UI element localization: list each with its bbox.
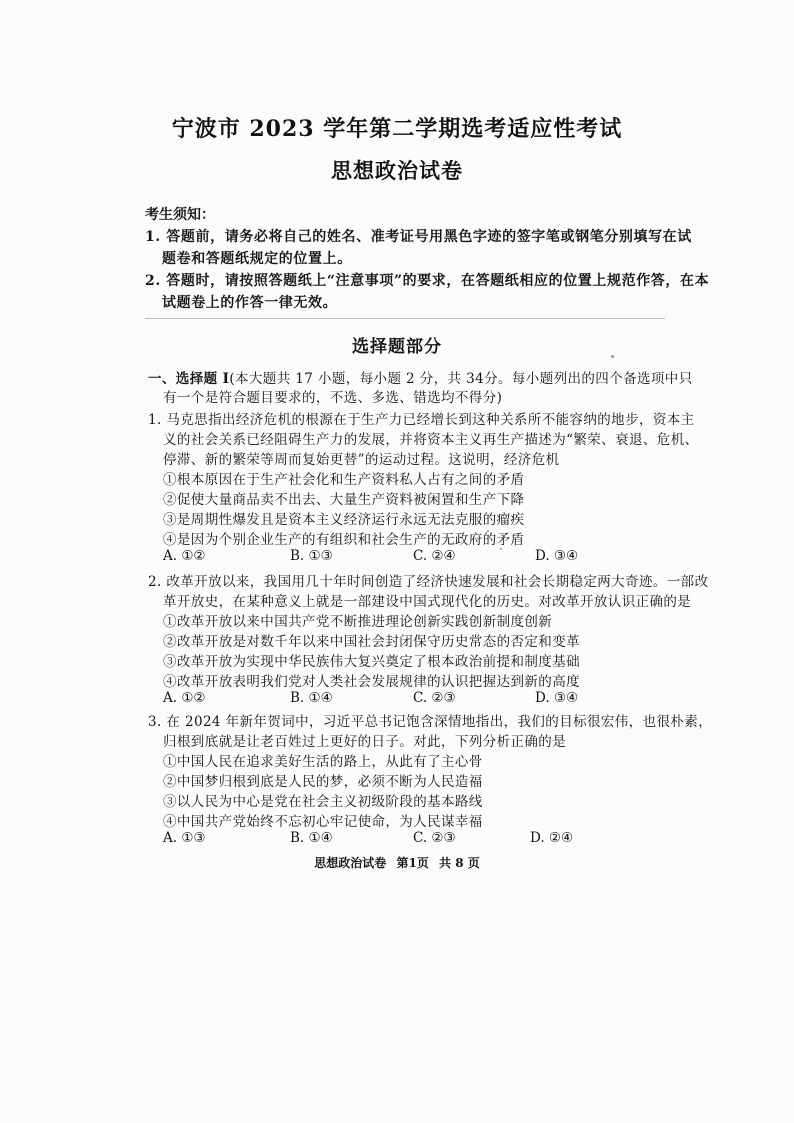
- q3-option-c: C. ②③: [413, 830, 456, 846]
- q3-stem-line-1: 3. 在 2024 年新年贺词中，习近平总书记饱含深情地指出，我们的目标很宏伟，也很朴素，: [148, 714, 713, 730]
- q3-statement-3: ③以人民为中心是党在社会主义初级阶段的基本路线: [163, 794, 483, 810]
- q2-statement-3: ③改革开放为实现中华民族伟大复兴奠定了根本政治前提和制度基础: [163, 654, 580, 670]
- exam-subtitle: 思想政治试卷: [331, 158, 463, 183]
- scan-speck: [500, 548, 502, 550]
- notice-divider: [145, 318, 665, 319]
- q2-stem-line-1: 2. 改革开放以来，我国用几十年时间创造了经济快速发展和社会长期稳定两大奇迹。一部改: [148, 574, 709, 590]
- part-label: 一、选择题 Ⅰ: [148, 371, 230, 387]
- notice-item-2-line-2: 试题卷上的作答一律无效。: [162, 295, 338, 311]
- q3-option-b: B. ①④: [290, 830, 333, 846]
- page-footer: [0, 854, 794, 871]
- exam-title: 宁波市 2023 学年第二学期选考适应性考试: [171, 116, 623, 142]
- q3-statement-2: ②中国梦归根到底是人民的梦，必须不断为人民造福: [163, 774, 483, 790]
- scan-speck: [611, 355, 614, 358]
- q1-statement-2: ②促使大量商品卖不出去、大量生产资料被闲置和生产下降: [163, 492, 525, 508]
- footer-subject: 思想政治试卷: [314, 856, 387, 870]
- q3-statement-4: ④中国共产党始终不忘初心牢记使命，为人民谋幸福: [163, 814, 483, 830]
- q3-option-d: D. ②④: [530, 830, 574, 846]
- q2-statement-1: ①改革开放以来中国共产党不断推进理论创新实践创新制度创新: [163, 614, 553, 630]
- q1-statement-4: ④是因为个别企业生产的有组织和社会生产的无政府的矛盾: [163, 532, 525, 548]
- q2-option-d: D. ③④: [535, 690, 579, 706]
- q2-option-a: A. ①②: [163, 690, 206, 706]
- q1-stem-line-2: 义的社会关系已经阻碍生产力的发展，并将资本主义再生产描述为“繁荣、衰退、危机、: [163, 432, 699, 448]
- part-intro-text: (本大题共 17 小题，每小题 2 分，共 34分。每小题列出的四个备选项中只: [229, 371, 693, 387]
- part-intro-line-1: [148, 367, 693, 387]
- notice-item-1-line-2: 题卷和答题纸规定的位置上。: [162, 251, 352, 267]
- footer-page: 第1页: [396, 856, 429, 870]
- q1-statement-1: ①根本原因在于生产社会化和生产资料私人占有之间的矛盾: [163, 472, 525, 488]
- footer-total: 共 8 页: [439, 856, 480, 870]
- q2-option-c: C. ②③: [413, 690, 456, 706]
- q1-statement-3: ③是周期性爆发且是资本主义经济运行永远无法克服的瘤疾: [163, 512, 525, 528]
- notice-item-2-line-1: 2. 答题时，请按照答题纸上“注意事项”的要求，在答题纸相应的位置上规范作答，在本: [145, 273, 710, 289]
- scan-speck: [487, 530, 489, 532]
- q1-option-b: B. ①③: [290, 548, 333, 564]
- notice-heading: 考生须知：: [145, 207, 215, 223]
- q3-statement-1: ①中国人民在追求美好生活的路上，从此有了主心骨: [163, 754, 483, 770]
- q1-option-c: C. ②④: [413, 548, 456, 564]
- notice-item-1-line-1: 1. 答题前，请务必将自己的姓名、准考证号用黑色字迹的签字笔或钢笔分别填写在试: [145, 229, 692, 245]
- section-title: 选择题部分: [352, 337, 442, 357]
- part-intro-line-2: 有一个是符合题目要求的，不选、多选、错选均不得分): [163, 390, 503, 406]
- q1-option-a: A. ①②: [163, 548, 206, 564]
- q2-statement-4: ④改革开放表明我们党对人类社会发展规律的认识把握达到新的高度: [163, 674, 580, 690]
- q1-stem-line-3: 停滞、新的繁荣等周而复始更替”的运动过程。这说明，经济危机: [163, 452, 560, 468]
- q1-stem-line-1: 1. 马克思指出经济危机的根源在于生产力已经增长到这种关系所不能容纳的地步，资本主: [148, 412, 695, 428]
- q2-statement-2: ②改革开放是对数千年以来中国社会封闭保守历史常态的否定和变革: [163, 634, 580, 650]
- q1-option-d: D. ③④: [535, 548, 579, 564]
- q2-option-b: B. ①④: [290, 690, 333, 706]
- q3-option-a: A. ①③: [163, 830, 206, 846]
- q3-stem-line-2: 归根到底就是让老百姓过上更好的日子。对此，下列分析正确的是: [163, 734, 567, 750]
- q2-stem-line-2: 革开放史，在某种意义上就是一部建设中国式现代化的历史。对改革开放认识正确的是: [163, 594, 692, 610]
